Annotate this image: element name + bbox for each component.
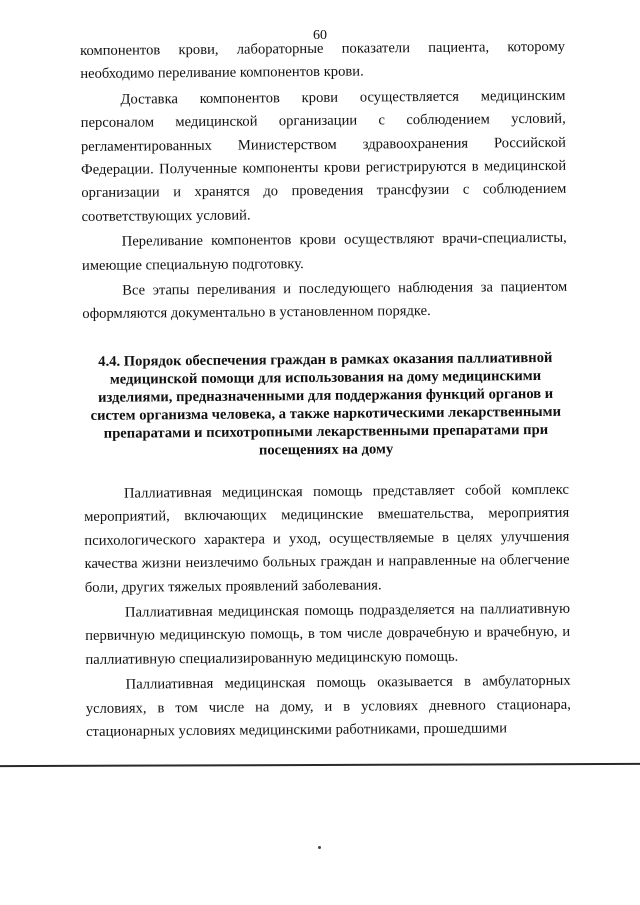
scan-speck	[318, 846, 321, 849]
paragraph-transfusion-doctors: Переливание компонентов крови осуществляют врачи-специалисты, имеющие специальную подготовку.	[81, 230, 567, 274]
paragraph-documentation: Все этапы переливания и последующего наблюдения за пациентом оформляются документально в установленном порядке.	[82, 278, 568, 323]
section-heading: 4.4. Порядок обеспечения граждан в рамках оказания паллиативной медицинской помощи для использования на дому медицинскими изделиями, предназначенными для поддержания функций органов и систем организма человека, а также наркотическими лекарственными препаратами и психотропными лекарственными препаратами при посещениях на дому	[90, 349, 562, 459]
paragraph-blood-delivery: Доставка компонентов крови осуществляется медицинским персоналом медицинской организации с соблюдением условий, регламентированных Министерством здравоохранения Российской Федерации. Полученные компоненты крови регистрируются в медицинской организации и хранятся до проведения трансфузии с соблюдением соответствующих условий.	[80, 87, 567, 225]
paragraph-palliative-definition: Паллиативная медицинская помощь представляет собой комплекс мероприятий, включающих медицинские вмешательства, мероприятия психологического характера и уход, осуществляемые в целях улучшения качества жизни неизлечимо больных граждан и направленные на облегчение боли, других тяжелых проявлений заболевания.	[84, 481, 570, 596]
paragraph-palliative-types: Паллиативная медицинская помощь подразделяется на паллиативную первичную медицинскую помощь, в том числе доврачебную и врачебную, и паллиативную специализированную медицинскую помощь.	[85, 600, 571, 668]
page-number: 60	[313, 28, 327, 43]
page-bottom-rule	[0, 763, 640, 767]
document-body	[80, 36, 571, 745]
paragraph-palliative-conditions: Паллиативная медицинская помощь оказывается в амбулаторных условиях, в том числе на дому, и в условиях дневного стационара, стационарных условиях медицинскими работниками, прошедшими	[85, 672, 571, 740]
paragraph-continuation: компонентов крови, лабораторные показатели пациента, которому необходимо переливание компонентов крови.	[80, 38, 566, 83]
